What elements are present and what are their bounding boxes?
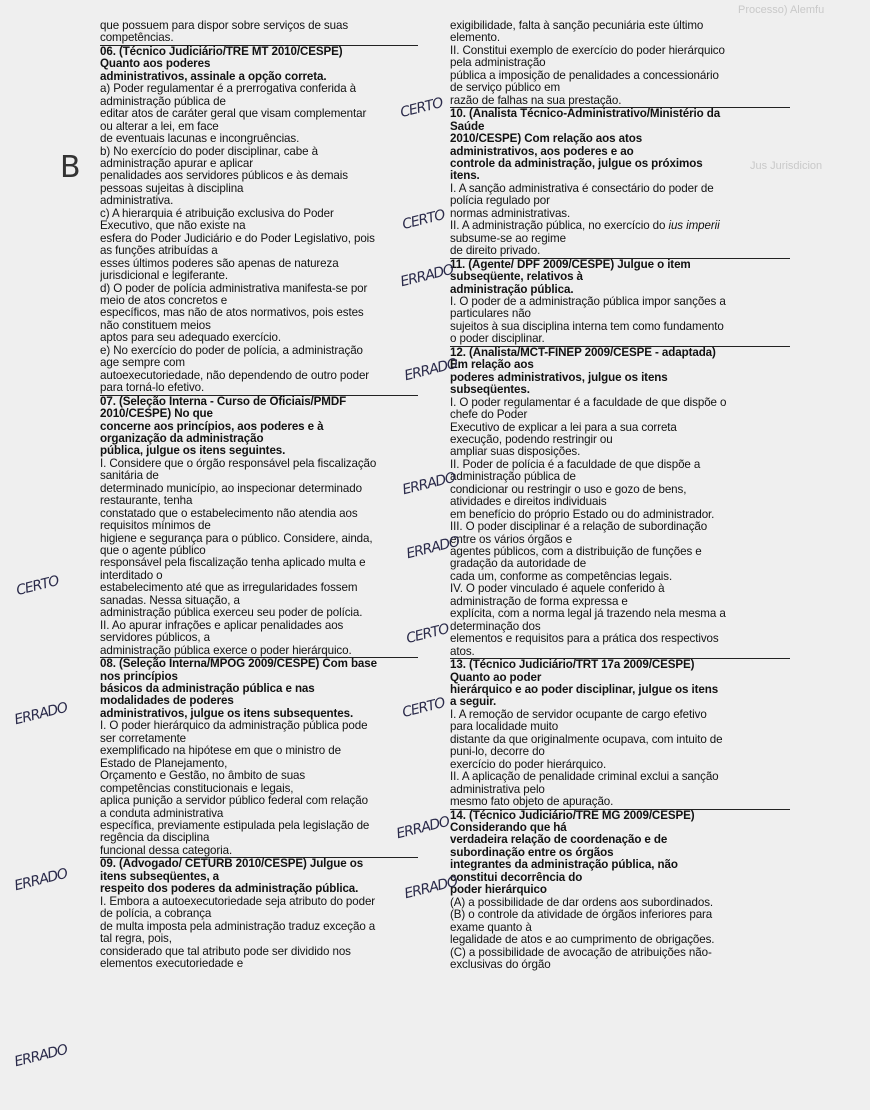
- text-line: administração de forma expressa e: [450, 595, 628, 608]
- handwritten-certo: CERTO: [400, 207, 447, 233]
- question-heading-line: Saúde: [450, 120, 485, 133]
- text-line: polícia regulado por: [450, 195, 550, 208]
- handwritten-errado: ERRADO: [404, 533, 461, 563]
- text-line: em benefício do próprio Estado ou do administrador.: [450, 508, 715, 521]
- text-line: II. A aplicação de penalidade criminal exclui a sanção: [450, 771, 719, 784]
- question-heading-line: subseqüentes.: [450, 384, 530, 397]
- question-heading-line: respeito dos poderes da administração pública.: [100, 883, 359, 896]
- text-line: d) O poder de polícia administrativa manifesta-se por: [100, 282, 368, 295]
- handwritten-errado: ERRADO: [400, 469, 457, 499]
- text-line: mesmo fato objeto de apuração.: [450, 796, 614, 809]
- text-line: II. Poder de polícia é a faculdade de que dispõe a: [450, 458, 701, 471]
- text-line: elementos executoriedade e: [100, 957, 244, 970]
- text-line: pessoas sujeitas à disciplina: [100, 182, 244, 195]
- text-line: Orçamento e Gestão, no âmbito de suas: [100, 770, 306, 783]
- text-line: administrativa.: [100, 195, 174, 208]
- text-line: de direito privado.: [450, 245, 541, 258]
- text-line: cada um, conforme as competências legais.: [450, 570, 673, 583]
- text-line: age sempre com: [100, 357, 185, 370]
- text-line: condicionar ou restringir o uso e gozo de bens,: [450, 483, 687, 496]
- question-heading-line: administrativos, julgue os itens subsequentes.: [100, 707, 354, 720]
- text-line: pública a imposição de penalidades a concessionário: [450, 69, 719, 82]
- question-heading-line: administrativos, assinale a opção correta.: [100, 70, 327, 83]
- handwritten-errado: ERRADO: [12, 1041, 69, 1071]
- text-line: I. Considere que o órgão responsável pela fiscalização: [100, 457, 377, 470]
- text-line: que possuem para dispor sobre serviços de suas: [100, 20, 349, 32]
- right-column: [450, 20, 760, 971]
- text-line: distante da que originalmente ocupava, com intuito de: [450, 733, 723, 746]
- question-heading-line: 09. (Advogado/ CETURB 2010/CESPE) Julgue os: [100, 858, 364, 871]
- question-heading-line: 2010/CESPE) No que: [100, 408, 213, 421]
- text-line: elementos e requisitos para a prática dos respectivos: [450, 633, 719, 646]
- text-line: normas administrativas.: [450, 207, 571, 220]
- question-heading-line: 13. (Técnico Judiciário/TRT 17a 2009/CESPE): [450, 659, 695, 672]
- text-line: ou alterar a lei, em face: [100, 120, 219, 133]
- question-heading-line: Em relação aos: [450, 359, 534, 372]
- text-line: IV. O poder vinculado é aquele conferido à: [450, 583, 665, 596]
- text-line: explícita, com a norma legal já trazendo nela mesma a: [450, 608, 726, 621]
- handwritten-b-mark: B: [60, 150, 80, 185]
- question-heading-line: nos princípios: [100, 670, 178, 683]
- text-line: III. O poder disciplinar é a relação de subordinação: [450, 521, 708, 534]
- text-line: pela administração: [450, 57, 546, 70]
- text-line: autoexecutoriedade, não dependendo de outro poder: [100, 369, 370, 382]
- text-line: b) No exercício do poder disciplinar, cabe à: [100, 145, 318, 158]
- text-line: entre os vários órgãos e: [450, 533, 572, 546]
- text-line: ampliar suas disposições.: [450, 446, 581, 459]
- text-line: I. O poder de a administração pública impor sanções a: [450, 295, 726, 308]
- question-heading-line: 2010/CESPE) Com relação aos atos: [450, 133, 643, 146]
- question-heading-line: itens.: [450, 170, 480, 183]
- text-line: (B) o controle da atividade de órgãos inferiores para: [450, 909, 713, 922]
- text-line: execução, podendo restringir ou: [450, 433, 613, 446]
- question-heading-line: controle da administração, julgue os próximos: [450, 157, 703, 170]
- text-line: I. O poder hierárquico da administração pública pode: [100, 720, 368, 733]
- question-heading-line: 12. (Analista/MCT-FINEP 2009/CESPE - adaptada): [450, 346, 716, 359]
- question-heading-line: poderes administrativos, julgue os itens: [450, 371, 668, 384]
- question-heading-line: 06. (Técnico Judiciário/TRE MT 2010/CESPE): [100, 45, 343, 58]
- text-line: particulares não: [450, 308, 531, 321]
- text-line: aplica punição a servidor público federal com relação: [100, 795, 368, 808]
- text-line: Executivo, que não existe na: [100, 220, 246, 233]
- text-line: chefe do Poder: [450, 409, 528, 422]
- handwritten-certo: CERTO: [404, 621, 451, 647]
- text-line: competências constitucionais e legais,: [100, 782, 294, 795]
- text-line: administração apurar e aplicar: [100, 157, 253, 170]
- text-line: Estado de Planejamento,: [100, 757, 228, 770]
- question-heading-line: Quanto aos poderes: [100, 58, 211, 71]
- text-line: c) A hierarquia é atribuição exclusiva do Poder: [100, 207, 334, 220]
- text-line: exemplificado na hipótese em que o ministro de: [100, 745, 341, 758]
- text-line: II. Constitui exemplo de exercício do poder hierárquico: [450, 44, 725, 57]
- text-line: e) No exercício do poder de polícia, a administração: [100, 344, 363, 357]
- question-heading-line: subseqüente, relativos à: [450, 271, 583, 284]
- text-line: agentes públicos, com a distribuição de funções e: [450, 546, 702, 559]
- text-line: atividades e direitos individuais: [450, 496, 607, 509]
- text-line: a) Poder regulamentar é a prerrogativa conferida à: [100, 83, 357, 96]
- text-line: II. A administração pública, no exercício do ius imperii: [450, 220, 720, 233]
- question-heading-line: integrantes da administração pública, não: [450, 859, 678, 872]
- text-line: servidores públicos, a: [100, 632, 210, 645]
- question-heading-line: 10. (Analista Técnico-Administrativo/Ministério da: [450, 108, 721, 121]
- question-heading-line: básicos da administração pública e nas: [100, 683, 315, 696]
- handwritten-certo: CERTO: [400, 695, 447, 721]
- text-line: sanitária de: [100, 470, 159, 483]
- question-heading-line: itens subseqüentes, a: [100, 870, 220, 883]
- text-line: I. Embora a autoexecutoriedade seja atributo do poder: [100, 895, 376, 908]
- question-heading-line: concerne aos princípios, aos poderes e à: [100, 420, 324, 433]
- text-line: administração pública de: [450, 471, 576, 484]
- text-line: funcional dessa categoria.: [100, 844, 233, 857]
- text-line: interditado o: [100, 569, 163, 582]
- bleed-through-text: Processo) Alemfu: [738, 4, 825, 16]
- text-line: determinado município, ao inspecionar determinado: [100, 482, 362, 495]
- text-line: sujeitos à sua disciplina interna tem como fundamento: [450, 320, 724, 333]
- text-line: jurisdicional e legiferante.: [100, 270, 229, 283]
- text-line: determinação dos: [450, 620, 541, 633]
- question-heading-line: subordinação entre os órgãos: [450, 846, 614, 859]
- text-line: editar atos de caráter geral que visam complementar: [100, 108, 367, 121]
- text-line: II. Ao apurar infrações e aplicar penalidades aos: [100, 619, 344, 632]
- text-line: regência da disciplina: [100, 832, 210, 845]
- text-line: I. A sanção administrativa é consectário do poder de: [450, 182, 714, 195]
- text-line: requisitos mínimos de: [100, 520, 211, 533]
- text-line: aptos para seu adequado exercício.: [100, 332, 281, 345]
- text-line: considerado que tal atributo pode ser dividido nos: [100, 945, 351, 958]
- text-line: que o agente público: [100, 545, 206, 558]
- text-line: de eventuais lacunas e incongruências.: [100, 133, 300, 146]
- question-heading-line: verdadeira relação de coordenação e de: [450, 834, 668, 847]
- question-heading-line: 07. (Seleção Interna - Curso de Oficiais/PMDF: [100, 395, 347, 408]
- text-line: competências.: [100, 32, 174, 45]
- text-line: específicos, mas não de atos normativos, pois estes: [100, 307, 364, 320]
- text-line: exigibilidade, falta à sanção pecuniária este último: [450, 20, 704, 32]
- text-line: I. O poder regulamentar é a faculdade de que dispõe o: [450, 396, 727, 409]
- text-line: para torná-lo efetivo.: [100, 382, 205, 395]
- text-line: I. A remoção de servidor ocupante de cargo efetivo: [450, 708, 707, 721]
- text-line: administração pública exerce o poder hierárquico.: [100, 644, 352, 657]
- text-line: Executivo de explicar a lei para a sua correta: [450, 421, 677, 434]
- question-heading-line: 08. (Seleção Interna/MPOG 2009/CESPE) Com base: [100, 658, 377, 671]
- question-heading-line: modalidades de poderes: [100, 695, 234, 708]
- text-line: atos.: [450, 645, 475, 658]
- text-line: legalidade de atos e ao cumprimento de obrigações.: [450, 934, 715, 947]
- text-line: sanadas. Nessa situação, a: [100, 594, 240, 607]
- bleed-through-text: Jus Jurisdicion: [750, 160, 823, 172]
- text-line: não constituem meios: [100, 319, 211, 332]
- question-heading-line: administração pública.: [450, 283, 574, 296]
- question-heading-line: administrativos, aos poderes e ao: [450, 145, 634, 158]
- text-line: puni-lo, decorre do: [450, 746, 545, 759]
- handwritten-errado: ERRADO: [402, 873, 459, 903]
- text-line: de polícia, a cobrança: [100, 908, 212, 921]
- question-heading-line: a seguir.: [450, 696, 497, 709]
- handwritten-errado: ERRADO: [394, 813, 451, 843]
- question-heading-line: pública, julgue os itens seguintes.: [100, 445, 286, 458]
- text-line: específica, previamente estipulada pela legislação de: [100, 820, 370, 832]
- handwritten-errado: ERRADO: [402, 355, 459, 385]
- text-line: exame quanto à: [450, 921, 532, 934]
- question-heading-line: Quanto ao poder: [450, 671, 542, 684]
- text-line: (A) a possibilidade de dar ordens aos subordinados.: [450, 896, 714, 909]
- text-line: (C) a possibilidade de avocação de atribuições não-: [450, 946, 712, 959]
- text-line: razão de falhas na sua prestação.: [450, 94, 622, 107]
- question-heading-line: hierárquico e ao poder disciplinar, julgue os itens: [450, 684, 719, 697]
- text-line: administração pública de: [100, 95, 226, 108]
- text-line: responsável pela fiscalização tenha aplicado multa e: [100, 557, 366, 570]
- text-line: penalidades aos servidores públicos e às demais: [100, 170, 348, 183]
- text-line: administrativa pelo: [450, 783, 545, 796]
- text-line: estabelecimento até que as irregularidades fossem: [100, 582, 358, 595]
- text-line: administração pública exerceu seu poder de polícia.: [100, 607, 363, 620]
- handwritten-errado: ERRADO: [398, 261, 455, 291]
- text-line: restaurante, tenha: [100, 495, 193, 508]
- text-line: higiene e segurança para o público. Considere, ainda,: [100, 532, 373, 545]
- text-line: elemento.: [450, 32, 501, 45]
- question-heading-line: poder hierárquico: [450, 884, 547, 897]
- text-line: de multa imposta pela administração traduz exceção a: [100, 920, 376, 933]
- text-line: constatado que o estabelecimento não atendia aos: [100, 507, 358, 520]
- text-line: tal regra, pois,: [100, 933, 172, 946]
- text-line: gradação da autoridade de: [450, 558, 587, 571]
- text-line: exercício do poder hierárquico.: [450, 758, 607, 771]
- text-line: as funções atribuídas a: [100, 245, 218, 258]
- handwritten-errado: ERRADO: [12, 865, 69, 895]
- text-line: esses últimos poderes são apenas de natureza: [100, 257, 339, 270]
- handwritten-certo: CERTO: [398, 95, 445, 121]
- text-line: de serviço público em: [450, 82, 561, 95]
- text-line: meio de atos concretos e: [100, 294, 228, 307]
- text-line: a conduta administrativa: [100, 807, 224, 820]
- question-heading-line: 11. (Agente/ DPF 2009/CESPE) Julgue o item: [450, 258, 691, 271]
- question-heading-line: Considerando que há: [450, 822, 567, 834]
- text-line: subsume-se ao regime: [450, 232, 566, 245]
- text-line: o poder disciplinar.: [450, 333, 545, 346]
- text-line: esfera do Poder Judiciário e do Poder Legislativo, pois: [100, 232, 375, 245]
- question-heading-line: 14. (Técnico Judiciário/TRE MG 2009/CESPE): [450, 809, 695, 822]
- handwritten-certo: CERTO: [14, 573, 61, 599]
- text-line: para localidade muito: [450, 721, 559, 734]
- question-heading-line: constitui decorrência do: [450, 871, 583, 884]
- text-line: exclusivas do órgão: [450, 958, 551, 971]
- question-heading-line: organização da administração: [100, 432, 264, 445]
- left-column: [100, 20, 418, 970]
- handwritten-errado: ERRADO: [12, 699, 69, 729]
- text-line: ser corretamente: [100, 732, 187, 745]
